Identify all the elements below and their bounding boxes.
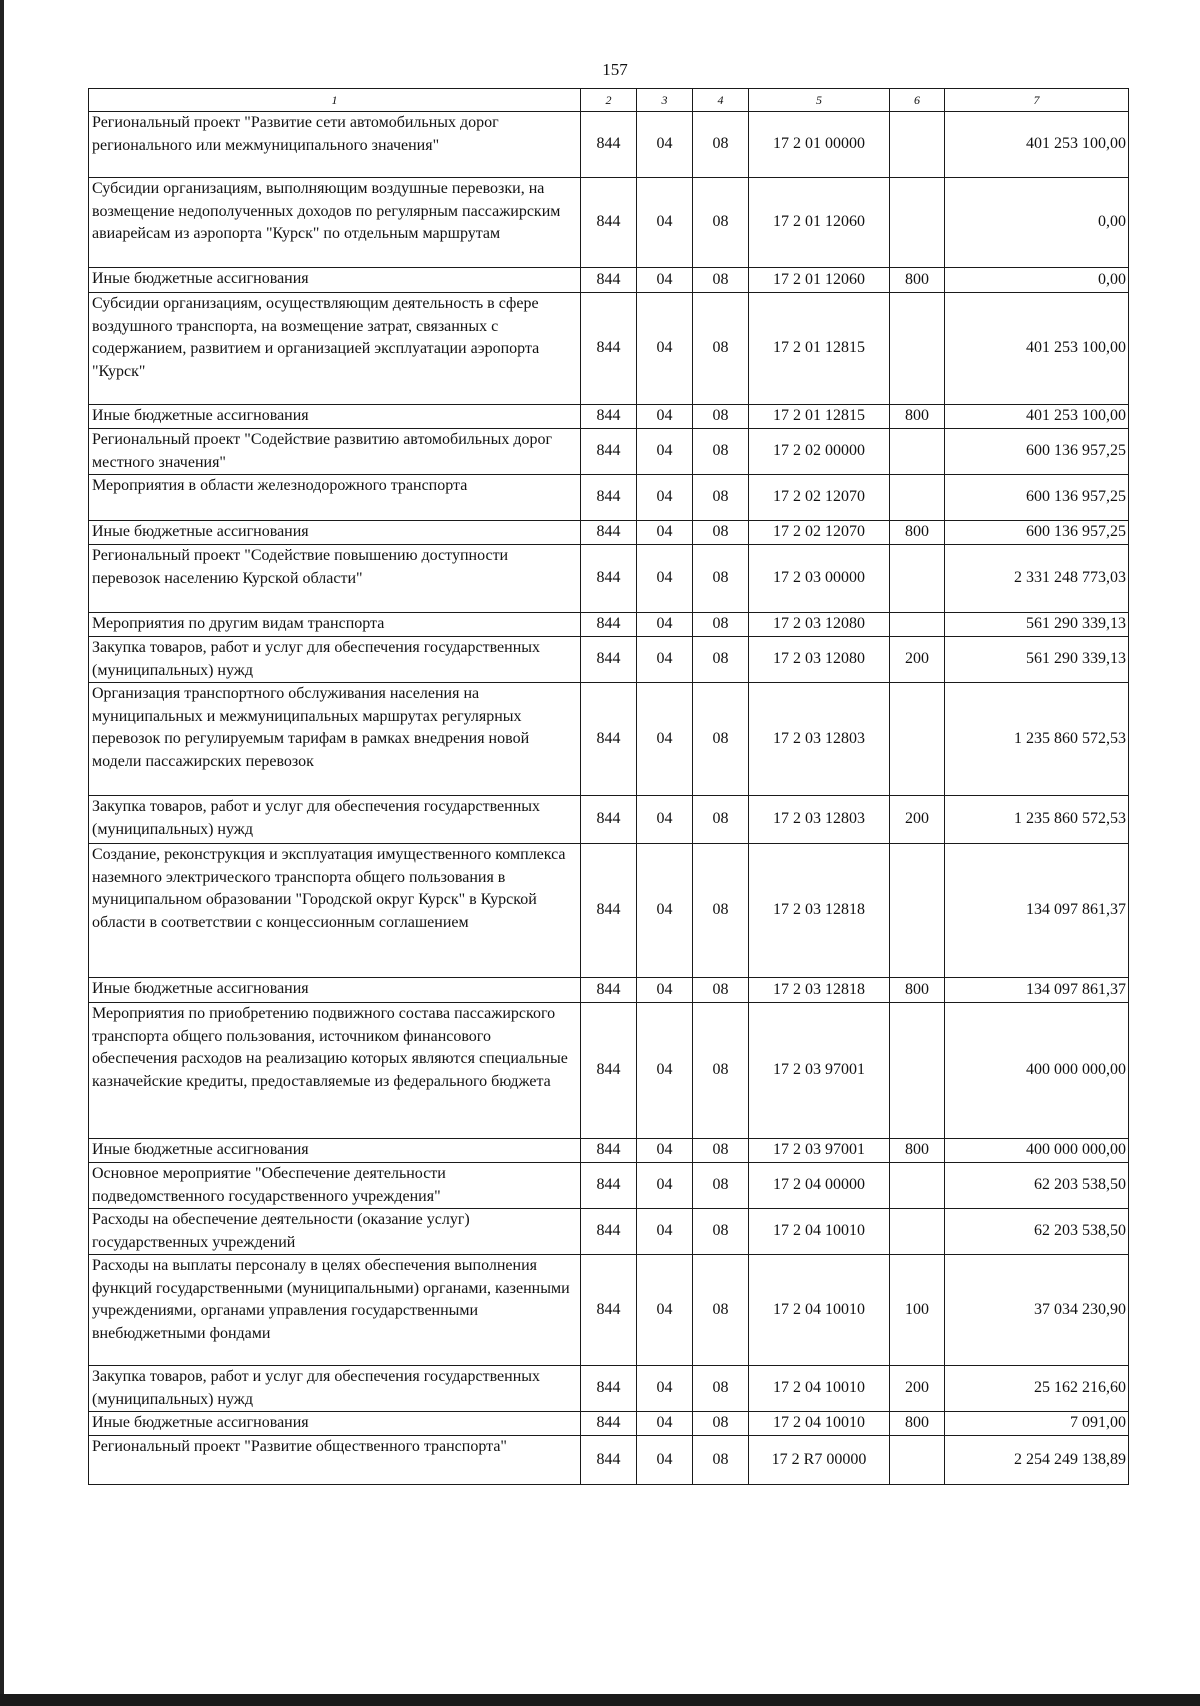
- row-name-cell: Иные бюджетные ассигнования: [89, 521, 581, 545]
- subsection-code-cell: 08: [693, 112, 749, 178]
- target-article-cell: 17 2 04 00000: [749, 1163, 890, 1209]
- header-cell: 3: [637, 89, 693, 112]
- header-cell: 7: [945, 89, 1129, 112]
- expense-type-cell: 800: [890, 268, 945, 293]
- row-name-cell: Региональный проект "Содействие развитию автомобильных дорог местного значения": [89, 429, 581, 475]
- target-article-cell: 17 2 01 12815: [749, 293, 890, 405]
- expense-type-cell: 800: [890, 1412, 945, 1436]
- amount-cell: 600 136 957,25: [945, 429, 1129, 475]
- target-article-cell: 17 2 04 10010: [749, 1209, 890, 1255]
- amount-cell: 25 162 216,60: [945, 1366, 1129, 1412]
- ministry-code-cell: 844: [581, 293, 637, 405]
- expense-type-cell: [890, 545, 945, 613]
- table-row: [89, 978, 1129, 1003]
- ministry-code-cell: 844: [581, 796, 637, 844]
- ministry-code-cell: 844: [581, 978, 637, 1003]
- section-code-cell: 04: [637, 978, 693, 1003]
- section-code-cell: 04: [637, 683, 693, 796]
- row-name-cell: Региональный проект "Развитие сети автомобильных дорог регионального или межмуниципального значения": [89, 112, 581, 178]
- ministry-code-cell: 844: [581, 1366, 637, 1412]
- expense-type-cell: 200: [890, 637, 945, 683]
- subsection-code-cell: 08: [693, 178, 749, 268]
- section-code-cell: 04: [637, 796, 693, 844]
- expense-type-cell: [890, 1003, 945, 1139]
- row-name-cell: Иные бюджетные ассигнования: [89, 1139, 581, 1163]
- ministry-code-cell: 844: [581, 268, 637, 293]
- subsection-code-cell: 08: [693, 1255, 749, 1366]
- target-article-cell: 17 2 01 12815: [749, 405, 890, 429]
- subsection-code-cell: 08: [693, 1366, 749, 1412]
- amount-cell: 134 097 861,37: [945, 844, 1129, 978]
- amount-cell: 2 331 248 773,03: [945, 545, 1129, 613]
- target-article-cell: 17 2 R7 00000: [749, 1436, 890, 1485]
- ministry-code-cell: 844: [581, 112, 637, 178]
- target-article-cell: 17 2 03 12080: [749, 613, 890, 637]
- subsection-code-cell: 08: [693, 293, 749, 405]
- target-article-cell: 17 2 03 12080: [749, 637, 890, 683]
- row-name-cell: Региональный проект "Развитие общественного транспорта": [89, 1436, 581, 1485]
- target-article-cell: 17 2 04 10010: [749, 1255, 890, 1366]
- expense-type-cell: 200: [890, 1366, 945, 1412]
- amount-cell: 1 235 860 572,53: [945, 796, 1129, 844]
- target-article-cell: 17 2 03 00000: [749, 545, 890, 613]
- table-row: [89, 405, 1129, 429]
- section-code-cell: 04: [637, 1436, 693, 1485]
- ministry-code-cell: 844: [581, 613, 637, 637]
- section-code-cell: 04: [637, 613, 693, 637]
- section-code-cell: 04: [637, 1209, 693, 1255]
- row-name-cell: Иные бюджетные ассигнования: [89, 268, 581, 293]
- table-row: [89, 293, 1129, 405]
- amount-cell: 401 253 100,00: [945, 405, 1129, 429]
- table-row: [89, 1412, 1129, 1436]
- expense-type-cell: [890, 1163, 945, 1209]
- expense-type-cell: [890, 475, 945, 521]
- table-row: [89, 1163, 1129, 1209]
- table-row: [89, 268, 1129, 293]
- subsection-code-cell: 08: [693, 1003, 749, 1139]
- budget-table: [88, 88, 1129, 1485]
- row-name-cell: Иные бюджетные ассигнования: [89, 978, 581, 1003]
- subsection-code-cell: 08: [693, 475, 749, 521]
- amount-cell: 401 253 100,00: [945, 293, 1129, 405]
- ministry-code-cell: 844: [581, 1255, 637, 1366]
- section-code-cell: 04: [637, 637, 693, 683]
- amount-cell: 600 136 957,25: [945, 475, 1129, 521]
- target-article-cell: 17 2 03 12818: [749, 844, 890, 978]
- header-cell: 4: [693, 89, 749, 112]
- subsection-code-cell: 08: [693, 844, 749, 978]
- row-name-cell: Мероприятия по другим видам транспорта: [89, 613, 581, 637]
- expense-type-cell: [890, 1436, 945, 1485]
- target-article-cell: 17 2 02 12070: [749, 521, 890, 545]
- expense-type-cell: 800: [890, 405, 945, 429]
- expense-type-cell: 800: [890, 1139, 945, 1163]
- header-cell: 1: [89, 89, 581, 112]
- subsection-code-cell: 08: [693, 521, 749, 545]
- target-article-cell: 17 2 01 00000: [749, 112, 890, 178]
- row-name-cell: Иные бюджетные ассигнования: [89, 1412, 581, 1436]
- section-code-cell: 04: [637, 1003, 693, 1139]
- amount-cell: 600 136 957,25: [945, 521, 1129, 545]
- expense-type-cell: 800: [890, 521, 945, 545]
- header-cell: 5: [749, 89, 890, 112]
- ministry-code-cell: 844: [581, 429, 637, 475]
- target-article-cell: 17 2 03 12803: [749, 683, 890, 796]
- ministry-code-cell: 844: [581, 844, 637, 978]
- row-name-cell: Закупка товаров, работ и услуг для обеспечения государственных (муниципальных) нужд: [89, 1366, 581, 1412]
- ministry-code-cell: 844: [581, 521, 637, 545]
- section-code-cell: 04: [637, 178, 693, 268]
- ministry-code-cell: 844: [581, 475, 637, 521]
- table-row: [89, 683, 1129, 796]
- amount-cell: 62 203 538,50: [945, 1163, 1129, 1209]
- ministry-code-cell: 844: [581, 405, 637, 429]
- section-code-cell: 04: [637, 844, 693, 978]
- subsection-code-cell: 08: [693, 683, 749, 796]
- ministry-code-cell: 844: [581, 545, 637, 613]
- amount-cell: 37 034 230,90: [945, 1255, 1129, 1366]
- subsection-code-cell: 08: [693, 796, 749, 844]
- amount-cell: 561 290 339,13: [945, 613, 1129, 637]
- section-code-cell: 04: [637, 1366, 693, 1412]
- ministry-code-cell: 844: [581, 1412, 637, 1436]
- subsection-code-cell: 08: [693, 429, 749, 475]
- header-cell: 6: [890, 89, 945, 112]
- ministry-code-cell: 844: [581, 1209, 637, 1255]
- page-number: 157: [602, 60, 628, 79]
- table-row: [89, 1209, 1129, 1255]
- amount-cell: 2 254 249 138,89: [945, 1436, 1129, 1485]
- subsection-code-cell: 08: [693, 637, 749, 683]
- table-row: [89, 521, 1129, 545]
- section-code-cell: 04: [637, 521, 693, 545]
- amount-cell: 62 203 538,50: [945, 1209, 1129, 1255]
- table-row: [89, 545, 1129, 613]
- table-row: [89, 1139, 1129, 1163]
- row-name-cell: Мероприятия по приобретению подвижного состава пассажирского транспорта общего пользования, источником финансового обеспечения расходов на реализацию которых являются специальные казначейские кредиты, предоставляемые из федерального бюджета: [89, 1003, 581, 1139]
- expense-type-cell: [890, 112, 945, 178]
- section-code-cell: 04: [637, 1255, 693, 1366]
- section-code-cell: 04: [637, 1139, 693, 1163]
- table-row: [89, 112, 1129, 178]
- ministry-code-cell: 844: [581, 683, 637, 796]
- table-row: [89, 475, 1129, 521]
- expense-type-cell: 200: [890, 796, 945, 844]
- amount-cell: 1 235 860 572,53: [945, 683, 1129, 796]
- target-article-cell: 17 2 03 12803: [749, 796, 890, 844]
- subsection-code-cell: 08: [693, 268, 749, 293]
- target-article-cell: 17 2 01 12060: [749, 268, 890, 293]
- row-name-cell: Организация транспортного обслуживания населения на муниципальных и межмуниципальных маршрутах регулярных перевозок по регулируемым тарифам в рамках внедрения новой модели пассажирских перевозок: [89, 683, 581, 796]
- table-row: [89, 1003, 1129, 1139]
- section-code-cell: 04: [637, 429, 693, 475]
- target-article-cell: 17 2 04 10010: [749, 1412, 890, 1436]
- amount-cell: 400 000 000,00: [945, 1003, 1129, 1139]
- subsection-code-cell: 08: [693, 613, 749, 637]
- amount-cell: 134 097 861,37: [945, 978, 1129, 1003]
- expense-type-cell: [890, 429, 945, 475]
- amount-cell: 0,00: [945, 178, 1129, 268]
- table-row: [89, 844, 1129, 978]
- row-name-cell: Иные бюджетные ассигнования: [89, 405, 581, 429]
- subsection-code-cell: 08: [693, 1139, 749, 1163]
- row-name-cell: Субсидии организациям, осуществляющим деятельность в сфере воздушного транспорта, на возмещение затрат, связанных с содержанием, развитием и организацией эксплуатации аэропорта "Курск": [89, 293, 581, 405]
- section-code-cell: 04: [637, 545, 693, 613]
- section-code-cell: 04: [637, 293, 693, 405]
- ministry-code-cell: 844: [581, 637, 637, 683]
- target-article-cell: 17 2 04 10010: [749, 1366, 890, 1412]
- ministry-code-cell: 844: [581, 1139, 637, 1163]
- subsection-code-cell: 08: [693, 1436, 749, 1485]
- section-code-cell: 04: [637, 112, 693, 178]
- row-name-cell: Расходы на выплаты персоналу в целях обеспечения выполнения функций государственными (муниципальными) органами, казенными учреждениями, органами управления государственными внебюджетными фондами: [89, 1255, 581, 1366]
- expense-type-cell: [890, 844, 945, 978]
- amount-cell: 7 091,00: [945, 1412, 1129, 1436]
- expense-type-cell: [890, 683, 945, 796]
- row-name-cell: Закупка товаров, работ и услуг для обеспечения государственных (муниципальных) нужд: [89, 796, 581, 844]
- ministry-code-cell: 844: [581, 1436, 637, 1485]
- header-cell: 2: [581, 89, 637, 112]
- amount-cell: 401 253 100,00: [945, 112, 1129, 178]
- row-name-cell: Региональный проект "Содействие повышению доступности перевозок населению Курской области": [89, 545, 581, 613]
- row-name-cell: Основное мероприятие "Обеспечение деятельности подведомственного государственного учреждения": [89, 1163, 581, 1209]
- table-row: [89, 1255, 1129, 1366]
- table-row: [89, 637, 1129, 683]
- target-article-cell: 17 2 02 12070: [749, 475, 890, 521]
- ministry-code-cell: 844: [581, 178, 637, 268]
- row-name-cell: Расходы на обеспечение деятельности (оказание услуг) государственных учреждений: [89, 1209, 581, 1255]
- section-code-cell: 04: [637, 268, 693, 293]
- table-row: [89, 796, 1129, 844]
- section-code-cell: 04: [637, 475, 693, 521]
- subsection-code-cell: 08: [693, 1412, 749, 1436]
- expense-type-cell: [890, 293, 945, 405]
- expense-type-cell: 100: [890, 1255, 945, 1366]
- amount-cell: 400 000 000,00: [945, 1139, 1129, 1163]
- amount-cell: 0,00: [945, 268, 1129, 293]
- expense-type-cell: [890, 613, 945, 637]
- scan-left-edge: [0, 0, 4, 1706]
- amount-cell: 561 290 339,13: [945, 637, 1129, 683]
- header-row: [89, 89, 1129, 112]
- ministry-code-cell: 844: [581, 1163, 637, 1209]
- expense-type-cell: [890, 1209, 945, 1255]
- ministry-code-cell: 844: [581, 1003, 637, 1139]
- target-article-cell: 17 2 03 97001: [749, 1139, 890, 1163]
- row-name-cell: Мероприятия в области железнодорожного транспорта: [89, 475, 581, 521]
- subsection-code-cell: 08: [693, 978, 749, 1003]
- target-article-cell: 17 2 03 12818: [749, 978, 890, 1003]
- subsection-code-cell: 08: [693, 545, 749, 613]
- row-name-cell: Субсидии организациям, выполняющим воздушные перевозки, на возмещение недополученных доходов по регулярным пассажирским авиарейсам из аэропорта "Курск" по отдельным маршрутам: [89, 178, 581, 268]
- table-row: [89, 1366, 1129, 1412]
- table-row: [89, 178, 1129, 268]
- target-article-cell: 17 2 02 00000: [749, 429, 890, 475]
- subsection-code-cell: 08: [693, 405, 749, 429]
- expense-type-cell: 800: [890, 978, 945, 1003]
- section-code-cell: 04: [637, 1163, 693, 1209]
- subsection-code-cell: 08: [693, 1209, 749, 1255]
- row-name-cell: Закупка товаров, работ и услуг для обеспечения государственных (муниципальных) нужд: [89, 637, 581, 683]
- section-code-cell: 04: [637, 1412, 693, 1436]
- subsection-code-cell: 08: [693, 1163, 749, 1209]
- scan-bottom-edge: [0, 1694, 1200, 1706]
- section-code-cell: 04: [637, 405, 693, 429]
- target-article-cell: 17 2 01 12060: [749, 178, 890, 268]
- expense-type-cell: [890, 178, 945, 268]
- row-name-cell: Создание, реконструкция и эксплуатация имущественного комплекса наземного электрического транспорта общего пользования в муниципальном образовании "Городской округ Курск" в Курской области в соответствии с концессионным соглашением: [89, 844, 581, 978]
- table-row: [89, 613, 1129, 637]
- target-article-cell: 17 2 03 97001: [749, 1003, 890, 1139]
- table-row: [89, 429, 1129, 475]
- table-row: [89, 1436, 1129, 1485]
